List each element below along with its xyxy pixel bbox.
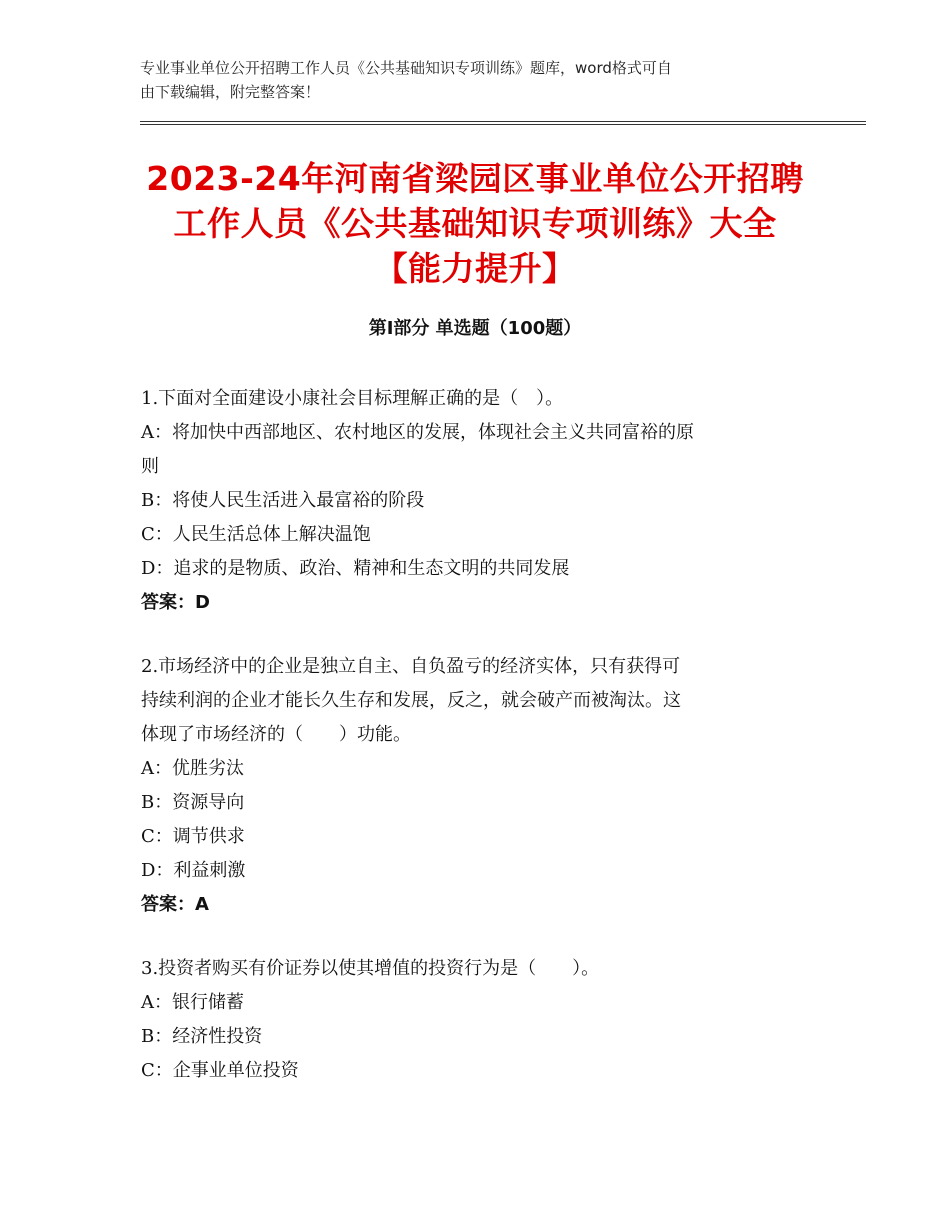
header-divider-top [140,121,866,122]
option-d: D：追求的是物质、政治、精神和生态文明的共同发展 [141,558,570,579]
question-list [141,382,811,1088]
option-a-continued: 则 [141,456,159,477]
question-stem: 1.下面对全面建设小康社会目标理解正确的是（ ）。 [141,388,564,409]
document-header [140,56,810,104]
option-d: D：利益刺激 [141,860,246,881]
option-a: A：优胜劣汰 [141,758,244,779]
option-c: C：人民生活总体上解决温饱 [141,524,371,545]
header-line-2: 由下载编辑，附完整答案！ [140,83,321,101]
option-b: B：将使人民生活进入最富裕的阶段 [141,490,425,511]
question-stem-line-1: 2.市场经济中的企业是独立自主、自负盈亏的经济实体，只有获得可 [141,656,681,677]
answer: 答案：A [141,894,209,915]
question-1 [141,382,811,620]
question-3 [141,952,811,1088]
question-stem-line-2: 持续利润的企业才能长久生存和发展，反之，就会破产而被淘汰。这 [141,690,681,711]
option-b: B：资源导向 [141,792,245,813]
answer: 答案：D [141,592,210,613]
option-a: A：银行储蓄 [141,992,244,1013]
option-a: A：将加快中西部地区、农村地区的发展，体现社会主义共同富裕的原 [141,422,694,443]
title-line-1: 2023-24年河南省梁园区事业单位公开招聘 [146,159,804,198]
header-line-1: 专业事业单位公开招聘工作人员《公共基础知识专项训练》题库，word格式可自 [140,59,672,77]
option-c: C：调节供求 [141,826,245,847]
section-heading: 第Ⅰ部分 单选题（100题） [368,318,582,339]
option-c: C：企事业单位投资 [141,1060,299,1081]
option-b: B：经济性投资 [141,1026,263,1047]
header-divider-bottom [140,124,866,125]
document-title [100,156,850,291]
title-line-2: 工作人员《公共基础知识专项训练》大全 [173,204,777,243]
question-2 [141,650,811,922]
question-stem: 3.投资者购买有价证券以使其增值的投资行为是（ ）。 [141,958,600,979]
title-line-3: 【能力提升】 [374,249,576,288]
question-stem-line-3: 体现了市场经济的（ ）功能。 [141,724,411,745]
